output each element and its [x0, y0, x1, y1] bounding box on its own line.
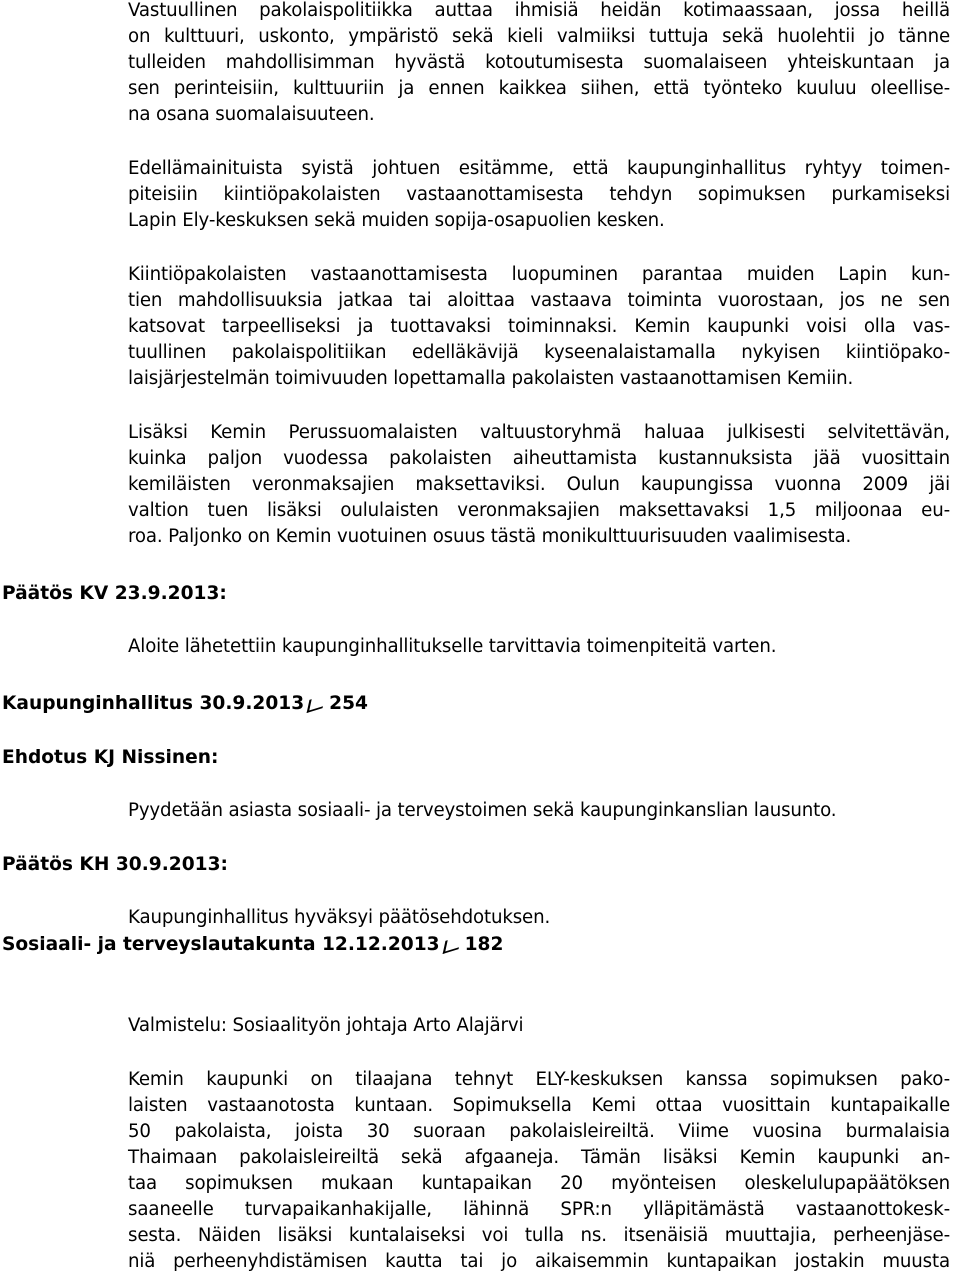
heading-decision-kh: Päätös KH 30.9.2013:: [2, 854, 228, 875]
text-line: tulleiden mahdollisimman hyvästä kotoutumisesta suomalaiseen yhteiskuntaan ja: [128, 52, 950, 73]
text-line: Edellämainituista syistä johtuen esitämme, että kaupunginhallitus ryhtyy toimen-: [128, 158, 950, 179]
meeting-title: Sosiaali- ja terveyslautakunta 12.12.2013: [2, 934, 440, 955]
meeting-section-number: 254: [329, 693, 368, 714]
text-line: roa. Paljonko on Kemin vuotuinen osuus tästä monikulttuurisuuden vaalimisesta.: [128, 526, 852, 547]
text-line: sesta. Näiden lisäksi kuntalaiseksi voi tulla ns. itsenäisiä muuttajia, perheenjäse-: [128, 1225, 950, 1246]
text-line: piteisiin kiintiöpakolaisten vastaanottamisesta tehdyn sopimuksen purkamiseksi: [128, 184, 950, 205]
meeting-section-number: 182: [464, 934, 504, 955]
text-line: on kulttuuri, uskonto, ympäristö sekä kieli valmiiksi tuttuja sekä huolehtii jo tänne: [128, 26, 950, 47]
text-line: Vastuullinen pakolaispolitiikka auttaa ihmisiä heidän kotimaassaan, jossa heillä: [128, 0, 950, 21]
text-line: Kiintiöpakolaisten vastaanottamisesta luopuminen parantaa muiden Lapin kun-: [128, 264, 950, 285]
text-line: Kemin kaupunki on tilaajana tehnyt ELY-keskuksen kanssa sopimuksen pako-: [128, 1069, 950, 1090]
text-line: sen perinteisiin, kulttuuriin ja ennen kaikkea siihen, että työnteko kuuluu oleellise-: [128, 78, 950, 99]
text-line: Thaimaan pakolaisleireiltä sekä afgaaneja. Tämän lisäksi Kemin kaupunki an-: [128, 1147, 950, 1168]
text-line: kuinka paljon vuodessa pakolaisten aiheuttamista kustannuksista jää vuosittain: [128, 448, 950, 469]
text-line: taa sopimuksen mukaan kuntapaikan 20 myönteisen oleskelulupapäätöksen: [128, 1173, 950, 1194]
text-line: tien mahdollisuuksia jatkaa tai aloittaa vastaava toiminta vuorostaan, jos ne sen: [128, 290, 950, 311]
text-line: na osana suomalaisuuteen.: [128, 104, 375, 125]
preparer-line: Valmistelu: Sosiaalityön johtaja Arto Alajärvi: [128, 1015, 524, 1036]
checkmark-icon: [309, 695, 323, 709]
text-line: kemiläisten veronmaksajien maksettaviksi. Oulun kaupungissa vuonna 2009 jäi: [128, 474, 950, 495]
heading-proposal-kj: Ehdotus KJ Nissinen:: [2, 747, 219, 768]
decision-kh-text: Kaupunginhallitus hyväksyi päätösehdotuksen.: [128, 907, 551, 928]
heading-city-board-meeting: [2, 691, 368, 717]
text-line: valtion tuen lisäksi oululaisten veronmaksajien maksettavaksi 1,5 miljoonaa eu-: [128, 500, 950, 521]
text-line: laisten vastaanotosta kuntaan. Sopimuksella Kemi ottaa vuosittain kuntapaikalle: [128, 1095, 950, 1116]
text-line: 50 pakolaista, joista 30 suoraan pakolaisleireiltä. Viime vuosina burmalaisia: [128, 1121, 950, 1142]
text-line: niä perheenyhdistämisen kautta tai jo aikaisemmin kuntapaikan jostakin muusta: [128, 1251, 950, 1272]
checkmark-icon: [445, 936, 459, 950]
text-line: saaneelle turvapaikanhakijalle, lähinnä SPR:n ylläpitämästä vastaanottokesk-: [128, 1199, 950, 1220]
heading-social-health-committee: [2, 932, 503, 958]
text-line: Lapin Ely-keskuksen sekä muiden sopija-osapuolien kesken.: [128, 210, 665, 231]
text-line: laisjärjestelmän toimivuuden lopettamalla pakolaisten vastaanottamisen Kemiin.: [128, 368, 854, 389]
decision-kv-text: Aloite lähetettiin kaupunginhallitukselle tarvittavia toimenpiteitä varten.: [128, 636, 777, 657]
text-line: katsovat tarpeelliseksi ja tuottavaksi toiminnaksi. Kemin kaupunki voisi olla vas-: [128, 316, 950, 337]
text-line: Lisäksi Kemin Perussuomalaisten valtuustoryhmä haluaa julkisesti selvitettävän,: [128, 422, 950, 443]
text-line: tuullinen pakolaispolitiikan edelläkävijä kyseenalaistamalla nykyisen kiintiöpako-: [128, 342, 950, 363]
meeting-title: Kaupunginhallitus 30.9.2013: [2, 693, 305, 714]
heading-decision-kv: Päätös KV 23.9.2013:: [2, 583, 227, 604]
proposal-kj-text: Pyydetään asiasta sosiaali- ja terveystoimen sekä kaupunginkanslian lausunto.: [128, 800, 837, 821]
